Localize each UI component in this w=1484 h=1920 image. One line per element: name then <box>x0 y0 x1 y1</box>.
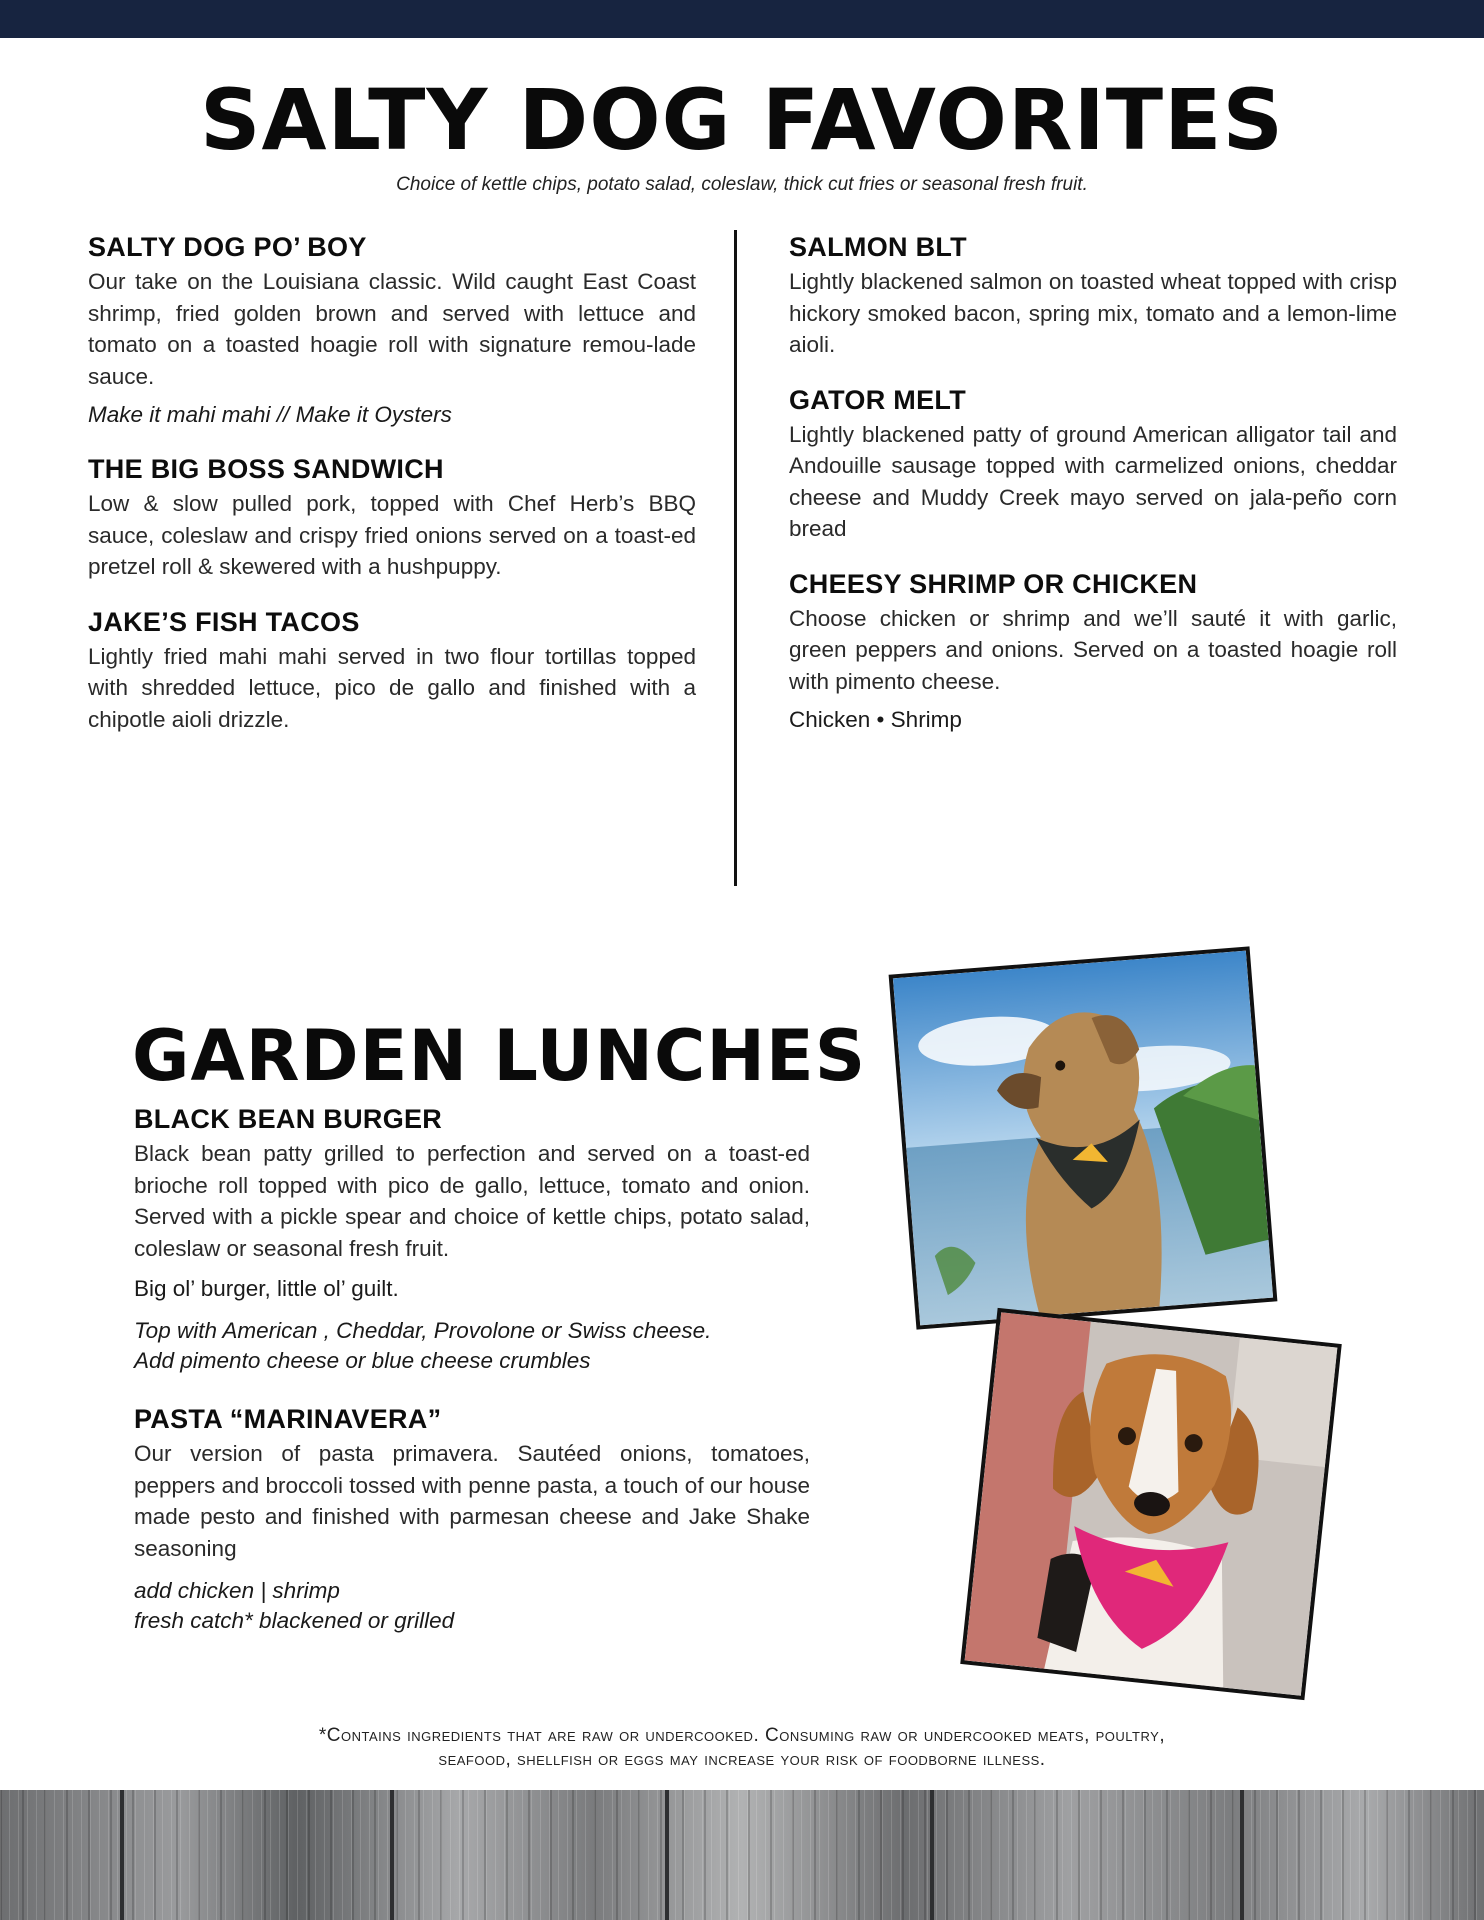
menu-item-name: SALTY DOG PO’ BOY <box>88 232 367 262</box>
menu-item <box>789 569 1397 736</box>
menu-item-options: Make it mahi mahi // Make it Oysters <box>88 402 452 427</box>
sides-subtitle: Choice of kettle chips, potato salad, coleslaw, thick cut fries or seasonal fresh fruit. <box>396 174 1088 195</box>
addon-options: Add pimento cheese or blue cheese crumbles <box>134 1348 591 1373</box>
menu-item <box>88 607 696 736</box>
menu-item-name: THE BIG BOSS SANDWICH <box>88 454 444 484</box>
menu-item-description: Lightly blackened salmon on toasted wheat topped with crisp hickory smoked bacon, spring mix, tomato and a lemon-lime aioli. <box>789 269 1397 357</box>
menu-item-name: JAKE’S FISH TACOS <box>88 606 360 637</box>
menu-item-name: BLACK BEAN BURGER <box>134 1104 443 1134</box>
menu-item <box>134 1104 810 1376</box>
warning-line-1: *Contains ingredients that are raw or undercooked. Consuming raw or undercooked meats, poultry, <box>318 1725 1166 1746</box>
fresh-catch-options: fresh catch* blackened or grilled <box>134 1608 455 1633</box>
menu-item-name: PASTA “MARINAVERA” <box>134 1404 442 1434</box>
section-title-garden: GARDEN LUNCHES <box>132 1015 867 1097</box>
menu-item <box>88 454 696 583</box>
warning-line-2: seafood, shellfish or eggs may increase your risk of foodborne illness. <box>438 1749 1046 1770</box>
menu-item <box>134 1404 810 1636</box>
menu-item-options <box>134 1316 810 1376</box>
menu-item-description: Lightly blackened patty of ground American alligator tail and Andouille sausage topped with carmelized onions, cheddar cheese and Muddy Creek mayo served on jala-peño corn bread <box>789 421 1397 541</box>
wood-seam <box>1240 1790 1244 1920</box>
section-title-favorites: SALTY DOG FAVORITES <box>200 71 1284 169</box>
menu-item-options: Chicken • Shrimp <box>789 707 962 732</box>
menu-item-description: Our version of pasta primavera. Sautéed onions, tomatoes, peppers and broccoli tossed with penne pasta, a touch of our house made pesto and finished with parmesan cheese and Jake Shake seasoning <box>134 1441 810 1561</box>
favorites-right-column <box>789 232 1397 759</box>
protein-options: add chicken | shrimp <box>134 1578 340 1603</box>
wood-seam <box>390 1790 394 1920</box>
column-divider <box>734 230 737 886</box>
menu-item-description: Low & slow pulled pork, topped with Chef Herb’s BBQ sauce, coleslaw and crispy fried onions served on a toast-ed pretzel roll & skewered with a hushpuppy. <box>88 491 696 579</box>
top-bar <box>0 0 1484 38</box>
favorites-left-column <box>88 232 696 759</box>
photo-dog-beagle <box>960 1308 1342 1700</box>
menu-item-options <box>134 1576 810 1636</box>
menu-item-name: CHEESY SHRIMP OR CHICKEN <box>789 568 1198 599</box>
menu-item <box>789 385 1397 545</box>
cheese-options: Top with American , Cheddar, Provolone or Swiss cheese. <box>134 1318 712 1343</box>
menu-item-name: GATOR MELT <box>789 384 966 415</box>
menu-item-description: Lightly fried mahi mahi served in two flour tortillas topped with shredded lettuce, pico de gallo and finished with a chipotle aioli drizzle. <box>88 643 696 732</box>
garden-column <box>134 1104 810 1664</box>
menu-item-description: Black bean patty grilled to perfection and served on a toast-ed brioche roll topped with pico de gallo, lettuce, tomato and onion. Served with a pickle spear and choice of kettle chips, potato salad, coleslaw or seasonal fresh fruit. <box>134 1141 810 1261</box>
menu-item-description: Our take on the Louisiana classic. Wild caught East Coast shrimp, fried golden brown and served with lettuce and tomato on a toasted hoagie roll with signature remou-lade sauce. <box>88 269 696 389</box>
photo-dog-lake <box>889 946 1278 1329</box>
menu-item-description: Choose chicken or shrimp and we’ll sauté it with garlic, green peppers and onions. Served on a toasted hoagie roll with pimento cheese. <box>789 605 1397 694</box>
wood-seam <box>665 1790 669 1920</box>
menu-item-name: SALMON BLT <box>789 232 967 262</box>
wood-seam <box>120 1790 124 1920</box>
wood-seam <box>930 1790 934 1920</box>
menu-item <box>88 232 696 430</box>
menu-item <box>789 232 1397 361</box>
menu-item-tagline: Big ol’ burger, little ol’ guilt. <box>134 1276 399 1301</box>
wood-plank-footer <box>0 1790 1484 1920</box>
raw-food-warning <box>0 1724 1484 1772</box>
